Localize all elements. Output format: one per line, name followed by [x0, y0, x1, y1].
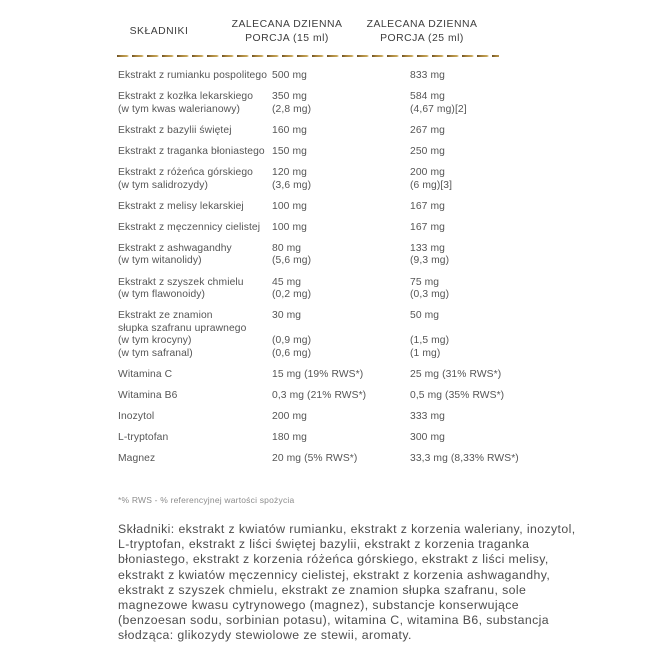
rws-footnote: *% RWS - % referencyjnej wartości spożycia: [118, 495, 295, 506]
dose-15ml: [272, 125, 410, 138]
ingredients-paragraph: Składniki: ekstrakt z kwiatów rumianku, ekstrakt z korzenia waleriany, inozytol, L-tryptofan, ekstrakt z liści świętej bazylii, ekstrakt z korzenia traganka błoniastego, ekstrakt z korzenia różeńca górskiego, ekstrakt z liści melisy, ekstrakt z kwiatów męczennicy cielistej, ekstrakt z korzenia ashwagandhy, ekstrakt z szyszek chmielu, ekstrakt ze znamion słupka szafranu, sole magnezowe kwasu cytrynowego (magnez), substancje konserwujące (benzoesan sodu, sorbinian potasu), witamina C, witamina B6, substancja słodząca: glikozydy stewiolowe ze stewii, aromaty.: [118, 522, 576, 643]
dose-25ml: [410, 390, 548, 403]
cell-line: 167 mg: [410, 200, 445, 212]
ingredient-name: [118, 70, 272, 83]
dose-15ml: [272, 167, 410, 192]
cell-line: 133 mg: [410, 242, 445, 254]
table-row: [118, 243, 548, 268]
dose-15ml: [272, 222, 410, 235]
dose-25ml: [410, 70, 548, 83]
cell-line: 250 mg: [410, 145, 445, 157]
cell-line: Ekstrakt z różeńca górskiego: [118, 166, 254, 178]
header-ingredients: [110, 25, 208, 39]
cell-line: (1,5 mg): [410, 335, 450, 347]
cell-line: 200 mg: [410, 166, 445, 178]
dose-25ml: [410, 453, 548, 466]
cell-line: (w tym krocyny): [118, 335, 192, 347]
table-row: [118, 369, 548, 382]
header-ingredients-label: SKŁADNIKI: [129, 26, 189, 37]
cell-line: (0,2 mg): [272, 289, 312, 301]
ingredient-name: [118, 201, 272, 214]
table-row: [118, 390, 548, 403]
cell-line: Witamina C: [118, 369, 173, 381]
cell-line: 500 mg: [272, 70, 307, 81]
dose-15ml: [272, 390, 410, 403]
cell-line: 25 mg (31% RWS*): [410, 369, 502, 381]
cell-line: 200 mg: [272, 411, 307, 423]
ingredient-name: [118, 243, 272, 268]
dose-25ml: [410, 243, 548, 268]
table-row: [118, 277, 548, 302]
ingredient-name: [118, 125, 272, 138]
cell-line: (5,6 mg): [272, 255, 312, 267]
cell-line: Ekstrakt z szyszek chmielu: [118, 276, 244, 288]
dose-15ml: [272, 432, 410, 445]
ingredient-name: [118, 167, 272, 192]
cell-line: Inozytol: [118, 411, 155, 423]
cell-line: (0,3 mg): [410, 289, 450, 301]
cell-line: 150 mg: [272, 145, 307, 157]
cell-line: (0,6 mg): [272, 348, 312, 359]
dose-15ml: [272, 277, 410, 302]
header-portion-25ml-line1: ZALECANA DZIENNA: [366, 19, 478, 30]
table-row: [118, 146, 548, 159]
ingredient-name: [118, 310, 272, 360]
ingredient-name: [118, 222, 272, 235]
table-row: [118, 432, 548, 445]
cell-line: (3,6 mg): [272, 179, 312, 191]
cell-line: 350 mg: [272, 91, 307, 103]
dose-15ml: [272, 91, 410, 116]
ingredient-name: [118, 390, 272, 403]
table-row: [118, 91, 548, 116]
cell-line: 120 mg: [272, 166, 307, 178]
ingredient-name: [118, 411, 272, 424]
cell-line: (w tym witanolidy): [118, 255, 202, 267]
dose-15ml: [272, 453, 410, 466]
table-row: [118, 411, 548, 424]
table-row: [118, 167, 548, 192]
cell-line: (2,8 mg): [272, 103, 312, 115]
ingredient-name: [118, 369, 272, 382]
cell-line: Ekstrakt z kozłka lekarskiego: [118, 91, 254, 103]
ingredient-name: [118, 146, 272, 159]
cell-line: Witamina B6: [118, 390, 178, 402]
cell-line: 833 mg: [410, 70, 445, 81]
cell-line: Ekstrakt ze znamion: [118, 310, 213, 322]
cell-line: 0,5 mg (35% RWS*): [410, 390, 505, 402]
table-row: [118, 222, 548, 235]
cell-line: Ekstrakt z rumianku pospolitego: [118, 70, 268, 81]
ingredient-name: [118, 91, 272, 116]
table-body: [118, 70, 548, 466]
dose-25ml: [410, 125, 548, 138]
cell-line: Ekstrakt z ashwagandhy: [118, 242, 232, 254]
dose-15ml: [272, 369, 410, 382]
cell-line: (9,3 mg): [410, 255, 450, 267]
cell-line: Magnez: [118, 453, 156, 465]
cell-line: 0,3 mg (21% RWS*): [272, 390, 367, 402]
cell-line: (w tym salidrozydy): [118, 179, 209, 191]
cell-line: 300 mg: [410, 432, 445, 444]
dose-15ml: [272, 70, 410, 83]
dose-25ml: [410, 310, 548, 360]
cell-line: 584 mg: [410, 91, 445, 103]
table-header: [110, 18, 650, 46]
header-portion-15ml-line2: PORCJA (15 ml): [245, 33, 329, 44]
dose-25ml: [410, 91, 548, 116]
cell-line: 167 mg: [410, 221, 445, 233]
dose-25ml: [410, 222, 548, 235]
dose-25ml: [410, 201, 548, 214]
cell-line: 333 mg: [410, 411, 445, 423]
dose-25ml: [410, 146, 548, 159]
table-row: [118, 201, 548, 214]
cell-line: 45 mg: [272, 276, 302, 288]
dose-25ml: [410, 277, 548, 302]
ingredient-name: [118, 277, 272, 302]
gold-dashed-divider: [117, 55, 499, 57]
cell-line: Ekstrakt z męczennicy cielistej: [118, 221, 261, 233]
cell-line: 100 mg: [272, 221, 307, 233]
cell-line: 33,3 mg (8,33% RWS*): [410, 453, 519, 465]
cell-line: 160 mg: [272, 124, 307, 136]
cell-line: (w tym flawonoidy): [118, 289, 206, 301]
dose-15ml: [272, 310, 410, 360]
header-portion-15ml-line1: ZALECANA DZIENNA: [231, 19, 343, 30]
dose-15ml: [272, 146, 410, 159]
ingredient-name: [118, 432, 272, 445]
cell-line: (0,9 mg): [272, 335, 312, 347]
dose-15ml: [272, 411, 410, 424]
table-row: [118, 70, 548, 83]
cell-line: 267 mg: [410, 124, 445, 136]
cell-line: (w tym kwas walerianowy): [118, 103, 240, 115]
cell-line: Ekstrakt z traganka błoniastego: [118, 145, 265, 157]
cell-line: 75 mg: [410, 276, 440, 288]
cell-line: [272, 323, 410, 336]
dose-15ml: [272, 243, 410, 268]
cell-line: Ekstrakt z bazylii świętej: [118, 124, 232, 136]
dose-25ml: [410, 369, 548, 382]
cell-line: L-tryptofan: [118, 432, 169, 444]
cell-line: 80 mg: [272, 242, 302, 254]
dose-25ml: [410, 432, 548, 445]
table-row: [118, 125, 548, 138]
cell-line: 100 mg: [272, 200, 307, 212]
cell-line: 50 mg: [410, 310, 440, 322]
cell-line: Ekstrakt z melisy lekarskiej: [118, 200, 244, 212]
cell-line: (6 mg)[3]: [410, 179, 453, 191]
cell-line: 15 mg (19% RWS*): [272, 369, 364, 381]
dose-25ml: [410, 167, 548, 192]
cell-line: (w tym safranal): [118, 348, 193, 359]
cell-line: (4,67 mg)[2]: [410, 103, 467, 115]
table-row: [118, 453, 548, 466]
ingredient-name: [118, 453, 272, 466]
header-portion-25ml-line2: PORCJA (25 ml): [380, 33, 464, 44]
cell-line: 30 mg: [272, 310, 302, 322]
table-row: [118, 310, 548, 360]
dose-25ml: [410, 411, 548, 424]
cell-line: [410, 323, 548, 336]
cell-line: 20 mg (5% RWS*): [272, 453, 358, 465]
cell-line: 180 mg: [272, 432, 307, 444]
header-portion-25ml: [366, 18, 478, 46]
dose-15ml: [272, 201, 410, 214]
header-portion-15ml: [208, 18, 366, 46]
cell-line: (1 mg): [410, 348, 441, 359]
cell-line: słupka szafranu uprawnego: [118, 322, 247, 334]
